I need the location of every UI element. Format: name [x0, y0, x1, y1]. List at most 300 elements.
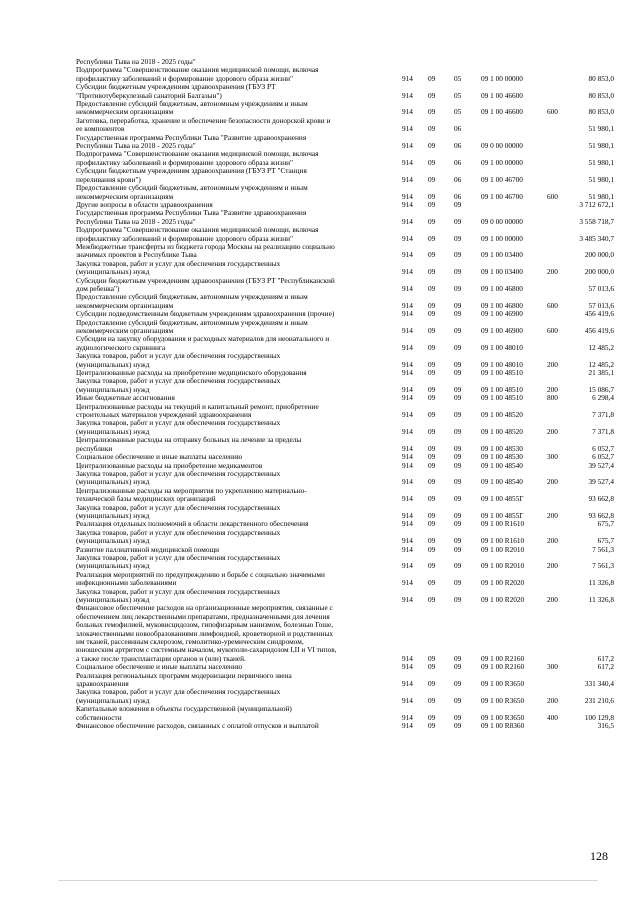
section-cell: 09 [428, 452, 436, 462]
target-article-cell: 09 1 00 48520 [481, 410, 523, 420]
grbs-cell: 914 [402, 393, 413, 403]
table-row [0, 226, 640, 243]
amount-cell: 39 527,4 [588, 477, 614, 487]
expense-name: Капитальные вложения в объекты государственной (муниципальной) собственности [76, 705, 292, 722]
grbs-cell: 914 [402, 250, 413, 260]
table-row [0, 184, 640, 201]
target-article-cell: 09 1 00 03400 [481, 250, 523, 260]
expense-name: Подпрограмма "Совершенствование оказания медицинской помощи, включая профилактику заболеваний и формирование здорового образа жизни" [76, 150, 319, 167]
table-row [0, 504, 640, 521]
grbs-cell: 914 [402, 384, 413, 394]
expense-type-cell: 600 [547, 191, 558, 201]
target-article-cell: 09 1 00 R3650 [481, 679, 525, 689]
target-article-cell: 09 1 00 48540 [481, 460, 523, 470]
expense-type-cell: 200 [547, 536, 558, 546]
subsection-cell: 05 [454, 107, 462, 117]
expense-type-cell: 300 [547, 452, 558, 462]
expense-name: Подпрограмма "Совершенствование оказания медицинской помощи, включая профилактику заболеваний и формирование здорового образа жизни" [76, 226, 319, 243]
expense-name: Государственная программа Республики Тыва "Развитие здравоохранения Республики Тыва на 2018 - 2025 годы" [76, 133, 307, 151]
table-row [0, 520, 640, 528]
target-article-cell: 09 1 00 46800 [481, 300, 523, 310]
amount-cell: 675,7 [597, 519, 614, 529]
amount-cell: 93 662,8 [588, 510, 614, 520]
section-cell: 09 [428, 191, 436, 201]
grbs-cell: 914 [402, 90, 413, 100]
grbs-cell: 914 [402, 309, 413, 319]
amount-cell: 57 013,6 [588, 300, 614, 310]
expense-type-cell: 200 [547, 384, 558, 394]
table-row [0, 672, 640, 689]
amount-cell: 331 340,4 [584, 679, 614, 689]
target-article-cell: 09 1 00 48510 [481, 393, 523, 403]
table-row [0, 293, 640, 310]
table-row [0, 571, 640, 588]
grbs-cell: 914 [402, 368, 413, 378]
subsection-cell: 09 [454, 283, 462, 293]
target-article-cell: 09 1 00 R1610 [481, 519, 525, 529]
subsection-cell: 09 [454, 544, 462, 554]
expense-name: Подпрограмма "Совершенствование оказания медицинской помощи, включая профилактику заболеваний и формирование здорового образа жизни" [76, 66, 319, 83]
amount-cell: 675,7 [597, 536, 614, 546]
section-cell: 09 [428, 300, 436, 310]
table-row [0, 470, 640, 487]
table-row [0, 487, 640, 504]
table-row [0, 134, 640, 151]
target-article-cell: 09 1 00 R2020 [481, 595, 525, 604]
amount-cell: 51 980,1 [588, 124, 614, 134]
subsection-cell: 09 [454, 578, 462, 588]
bottom-rule [58, 880, 598, 881]
grbs-cell: 914 [402, 300, 413, 310]
amount-cell: 3 558 718,7 [579, 216, 614, 226]
grbs-cell: 914 [402, 679, 413, 689]
table-row [0, 403, 640, 420]
grbs-cell: 914 [402, 510, 413, 520]
amount-cell: 12 485,2 [588, 342, 614, 352]
subsection-cell: 06 [454, 141, 462, 151]
expense-name: Реализация региональных программ модернизации первичного звена здравоохранения [76, 671, 292, 689]
expense-name: Закупка товаров, работ и услуг для обеспечения государственных (муниципальных) нужд [76, 503, 281, 520]
section-cell: 09 [428, 199, 436, 209]
grbs-cell: 914 [402, 452, 413, 462]
target-article-cell: 09 1 00 4855Г [481, 494, 524, 504]
subsection-cell: 09 [454, 267, 462, 277]
target-article-cell: 09 1 00 R2010 [481, 544, 525, 554]
section-cell: 09 [428, 174, 436, 184]
subsection-cell: 09 [454, 410, 462, 420]
table-row [0, 419, 640, 436]
target-article-cell: 09 1 00 R2010 [481, 561, 525, 571]
expense-name: Централизованные расходы на текущий и капитальный ремонт, приобретение строительных материалов учреждений здравоохранения [76, 402, 319, 420]
section-cell: 09 [428, 90, 436, 100]
grbs-cell: 914 [402, 712, 413, 722]
grbs-cell: 914 [402, 460, 413, 470]
amount-cell: 100 129,8 [584, 712, 614, 722]
section-cell: 09 [428, 477, 436, 487]
section-cell: 09 [428, 283, 436, 293]
amount-cell: 7 371,8 [592, 426, 614, 436]
grbs-cell: 914 [402, 73, 413, 83]
grbs-cell: 914 [402, 544, 413, 554]
table-row [0, 453, 640, 461]
expense-name: Другие вопросы в области здравоохранения [76, 200, 213, 209]
grbs-cell: 914 [402, 174, 413, 184]
expense-name: Закупка товаров, работ и услуг для обеспечения государственных (муниципальных) нужд [76, 528, 281, 546]
section-cell: 09 [428, 233, 436, 243]
budget-table [0, 58, 640, 731]
subsection-cell: 09 [454, 510, 462, 520]
grbs-cell: 914 [402, 578, 413, 588]
subsection-cell: 09 [454, 309, 462, 319]
expense-name: Субсидии подведомственным бюджетным учреждениям здравоохранения (прочие) [76, 310, 335, 319]
section-cell: 09 [428, 216, 436, 226]
subsection-cell: 06 [454, 124, 462, 134]
amount-cell: 11 326,8 [588, 578, 614, 588]
grbs-cell: 914 [402, 695, 413, 705]
section-cell: 09 [428, 267, 436, 277]
page-number: 128 [590, 849, 608, 863]
target-article-cell: 09 1 00 R2020 [481, 578, 525, 588]
expense-name: Централизованные расходы на отправку больных на лечение за пределы республики [76, 436, 302, 453]
target-article-cell: 09 0 00 00000 [481, 141, 523, 151]
grbs-cell: 914 [402, 233, 413, 243]
section-cell: 09 [428, 309, 436, 319]
amount-cell: 11 326,8 [588, 595, 614, 604]
grbs-cell: 914 [402, 653, 413, 663]
expense-name: Закупка товаров, работ и услуг для обеспечения государственных (муниципальных) нужд [76, 688, 281, 705]
grbs-cell: 914 [402, 326, 413, 335]
table-row [0, 394, 640, 402]
expense-name: Социальное обеспечение и иные выплаты населению [76, 663, 243, 672]
subsection-cell: 09 [454, 712, 462, 722]
expense-name: Закупка товаров, работ и услуг для обеспечения государственных (муниципальных) нужд [76, 553, 281, 571]
section-cell: 09 [428, 124, 436, 134]
section-cell: 09 [428, 342, 436, 352]
target-article-cell: 09 1 00 48510 [481, 368, 523, 378]
expense-name: Предоставление субсидий бюджетным, автономным учреждениям и иным некоммерческим организациям [76, 318, 308, 335]
subsection-cell: 09 [454, 216, 462, 226]
expense-name: Предоставление субсидий бюджетным, автономным учреждениям и иным некоммерческим организациям [76, 293, 308, 310]
expense-name: Закупка товаров, работ и услуг для обеспечения государственных (муниципальных) нужд [76, 377, 281, 394]
amount-cell: 7 561,3 [592, 544, 614, 554]
expense-type-cell: 600 [547, 326, 558, 335]
expense-type-cell: 800 [547, 393, 558, 403]
section-cell: 09 [428, 393, 436, 403]
expense-name: Субсидии бюджетным учреждениям здравоохранения (ГБУЗ РТ "Станция переливания крови") [76, 167, 307, 184]
section-cell: 09 [428, 510, 436, 520]
subsection-cell: 06 [454, 191, 462, 201]
expense-name: Социальное обеспечение и иные выплаты населению [76, 453, 243, 462]
subsection-cell: 09 [454, 233, 462, 243]
grbs-cell: 914 [402, 342, 413, 352]
subsection-cell: 09 [454, 393, 462, 403]
target-article-cell: 09 1 00 00000 [481, 233, 523, 243]
subsection-cell: 09 [454, 384, 462, 394]
expense-name: Субсидии бюджетным учреждениям здравоохранения (ГБУЗ РТ "Противотуберкулезный санаторий Балгазын") [76, 83, 276, 100]
expense-type-cell: 400 [547, 712, 558, 722]
subsection-cell: 06 [454, 174, 462, 184]
expense-type-cell: 200 [547, 359, 558, 369]
expense-name: Субсидия на закупку оборудования и расходных материалов для неонатального и аудиологического скрининга [76, 335, 330, 352]
section-cell: 09 [428, 410, 436, 420]
subsection-cell: 09 [454, 695, 462, 705]
amount-cell: 231 210,6 [584, 695, 614, 705]
target-article-cell: 09 1 00 R3650 [481, 712, 525, 722]
grbs-cell: 914 [402, 157, 413, 167]
expense-name: Закупка товаров, работ и услуг для обеспечения государственных (муниципальных) нужд [76, 469, 281, 487]
expense-name: Закупка товаров, работ и услуг для обеспечения государственных (муниципальных) нужд [76, 259, 281, 277]
expense-type-cell: 200 [547, 510, 558, 520]
amount-cell: 617,2 [597, 662, 614, 672]
subsection-cell: 09 [454, 653, 462, 663]
expense-name: Закупка товаров, работ и услуг для обеспечения государственных (муниципальных) нужд [76, 419, 281, 436]
amount-cell: 51 980,1 [588, 141, 614, 151]
section-cell: 09 [428, 250, 436, 260]
amount-cell: 456 419,6 [584, 326, 614, 335]
subsection-cell: 09 [454, 426, 462, 436]
section-cell: 09 [428, 653, 436, 663]
target-article-cell: 09 1 00 46900 [481, 309, 523, 319]
table-row [0, 377, 640, 394]
target-article-cell: 09 1 00 00000 [481, 73, 523, 83]
target-article-cell: 09 1 00 R2160 [481, 653, 525, 663]
expense-name: Централизованные расходы на приобретение медицинского оборудования [76, 369, 307, 378]
grbs-cell: 914 [402, 443, 413, 453]
subsection-cell: 09 [454, 300, 462, 310]
amount-cell: 51 980,1 [588, 191, 614, 201]
expense-name: Государственная программа Республики Тыва "Развитие здравоохранения Республики Тыва на 2018 - 2025 годы" [76, 209, 307, 226]
subsection-cell: 09 [454, 519, 462, 529]
section-cell: 09 [428, 426, 436, 436]
amount-cell: 6 052,7 [592, 452, 614, 462]
subsection-cell: 09 [454, 452, 462, 462]
section-cell: 09 [428, 384, 436, 394]
target-article-cell: 09 1 00 4855Г [481, 510, 524, 520]
grbs-cell: 914 [402, 494, 413, 504]
expense-name: Межбюджетные трансферты из бюджета города Москвы на реализацию социально значимых проектов в Республике Тыва [76, 242, 335, 260]
table-row [0, 243, 640, 260]
section-cell: 09 [428, 544, 436, 554]
amount-cell: 6 052,7 [592, 443, 614, 453]
subsection-cell: 09 [454, 368, 462, 378]
target-article-cell: 09 1 00 R2160 [481, 662, 525, 672]
amount-cell: 316,5 [597, 721, 614, 731]
subsection-cell: 05 [454, 73, 462, 83]
expense-name: Предоставление субсидий бюджетным, автономным учреждениям и иным некоммерческим организациям [76, 184, 308, 201]
grbs-cell: 914 [402, 216, 413, 226]
target-article-cell: 09 1 00 46600 [481, 107, 523, 117]
grbs-cell: 914 [402, 519, 413, 529]
subsection-cell: 09 [454, 342, 462, 352]
table-row [0, 436, 640, 453]
table-row [0, 663, 640, 671]
expense-name: Республики Тыва на 2018 - 2025 годы" [76, 58, 196, 66]
expense-type-cell: 600 [547, 107, 558, 117]
expense-name: Закупка товаров, работ и услуг для обеспечения государственных (муниципальных) нужд [76, 587, 281, 604]
expense-type-cell: 200 [547, 426, 558, 436]
amount-cell: 51 980,1 [588, 174, 614, 184]
table-row [0, 352, 640, 369]
grbs-cell: 914 [402, 267, 413, 277]
expense-type-cell: 200 [547, 477, 558, 487]
amount-cell: 57 013,6 [588, 283, 614, 293]
expense-type-cell: 200 [547, 561, 558, 571]
grbs-cell: 914 [402, 107, 413, 117]
target-article-cell: 09 1 00 R8360 [481, 721, 525, 731]
section-cell: 09 [428, 368, 436, 378]
section-cell: 09 [428, 73, 436, 83]
table-row [0, 688, 640, 705]
amount-cell: 80 853,0 [588, 107, 614, 117]
amount-cell: 617,2 [597, 653, 614, 663]
section-cell: 09 [428, 662, 436, 672]
subsection-cell: 09 [454, 679, 462, 689]
target-article-cell: 09 1 00 46700 [481, 174, 523, 184]
expense-name: Централизованные расходы на мероприятия по укреплению материально- технической базы медицинских организаций [76, 486, 307, 504]
amount-cell: 15 086,7 [588, 384, 614, 394]
expense-name: Финансовое обеспечение расходов на организационные мероприятия, связанные с обеспечением лиц лекарственными препаратами, предназначенными для лечения больных гемофилией, муковисцидозом, гипофизарным нанизмом, болезнью Гоше, злокачественными новообразованиями лимфоидной, кроветворной и родственных им тканей, рассеянным склерозом, гемолитико-уремическим синдромом, юношеским артритом с системным началом, мукополи-сахаридозом I,II и VI типов, а также после трансплантации органов и (или) тканей. [76, 604, 337, 663]
grbs-cell: 914 [402, 124, 413, 134]
grbs-cell: 914 [402, 477, 413, 487]
amount-cell: 80 853,0 [588, 90, 614, 100]
expense-name: Иные бюджетные ассигнования [76, 394, 175, 403]
expense-type-cell: 600 [547, 300, 558, 310]
expense-name: Предоставление субсидий бюджетным, автономным учреждениям и иным некоммерческим организациям [76, 100, 308, 117]
table-row [0, 167, 640, 184]
table-row [0, 546, 640, 554]
section-cell: 09 [428, 578, 436, 588]
section-cell: 09 [428, 443, 436, 453]
section-cell: 09 [428, 326, 436, 335]
target-article-cell: 09 1 00 R1610 [481, 536, 525, 546]
section-cell: 09 [428, 679, 436, 689]
amount-cell: 3 485 340,7 [579, 233, 614, 243]
amount-cell: 7 371,8 [592, 410, 614, 420]
table-row [0, 83, 640, 100]
table-row [0, 209, 640, 226]
target-article-cell: 09 1 00 48010 [481, 359, 523, 369]
target-article-cell: 09 0 00 00000 [481, 216, 523, 226]
grbs-cell: 914 [402, 191, 413, 201]
subsection-cell: 09 [454, 662, 462, 672]
table-row [0, 604, 640, 663]
target-article-cell: 09 1 00 48530 [481, 452, 523, 462]
subsection-cell: 09 [454, 595, 462, 604]
section-cell: 09 [428, 721, 436, 731]
amount-cell: 12 485,2 [588, 359, 614, 369]
grbs-cell: 914 [402, 662, 413, 672]
table-row [0, 462, 640, 470]
expense-type-cell: 200 [547, 595, 558, 604]
section-cell: 09 [428, 494, 436, 504]
table-row [0, 529, 640, 546]
amount-cell: 200 000,0 [584, 250, 614, 260]
section-cell: 09 [428, 695, 436, 705]
amount-cell: 51 980,1 [588, 157, 614, 167]
expense-type-cell: 200 [547, 695, 558, 705]
section-cell: 09 [428, 561, 436, 571]
target-article-cell: 09 1 00 46800 [481, 283, 523, 293]
table-row [0, 58, 640, 66]
amount-cell: 93 662,8 [588, 494, 614, 504]
expense-name: Реализация мероприятий по предупреждению и борьбе с социально значимыми инфекционными заболеваниями [76, 570, 325, 588]
amount-cell: 456 419,6 [584, 309, 614, 319]
table-row [0, 277, 640, 294]
target-article-cell: 09 1 00 48530 [481, 443, 523, 453]
amount-cell: 80 853,0 [588, 73, 614, 83]
expense-name: Заготовка, переработка, хранение и обеспечение безопасности донорской крови и ее компонентов [76, 116, 331, 134]
target-article-cell: 09 1 00 48540 [481, 477, 523, 487]
table-row [0, 310, 640, 318]
section-cell: 09 [428, 460, 436, 470]
amount-cell: 21 385,1 [588, 368, 614, 378]
grbs-cell: 914 [402, 141, 413, 151]
target-article-cell: 09 1 00 46900 [481, 326, 523, 335]
grbs-cell: 914 [402, 721, 413, 731]
expense-name: Субсидии бюджетным учреждениям здравоохранения (ГБУЗ РТ "Республиканский дом ребенка") [76, 276, 335, 293]
table-row [0, 722, 640, 730]
amount-cell: 3 712 672,1 [579, 199, 614, 209]
grbs-cell: 914 [402, 595, 413, 604]
grbs-cell: 914 [402, 561, 413, 571]
target-article-cell: 09 1 00 48520 [481, 426, 523, 436]
expense-name: Развитие паллиативной медицинской помощи [76, 545, 220, 554]
section-cell: 09 [428, 595, 436, 604]
table-row [0, 588, 640, 605]
grbs-cell: 914 [402, 410, 413, 420]
target-article-cell: 09 1 00 R3650 [481, 695, 525, 705]
expense-name: Реализация отдельных полномочий в области лекарственного обеспечения [76, 520, 309, 529]
grbs-cell: 914 [402, 283, 413, 293]
section-cell: 09 [428, 157, 436, 167]
subsection-cell: 09 [454, 250, 462, 260]
subsection-cell: 09 [454, 460, 462, 470]
grbs-cell: 914 [402, 426, 413, 436]
table-row [0, 335, 640, 352]
expense-type-cell: 300 [547, 662, 558, 672]
amount-cell: 200 000,0 [584, 267, 614, 277]
table-row [0, 705, 640, 722]
subsection-cell: 09 [454, 359, 462, 369]
target-article-cell: 09 1 00 00000 [481, 157, 523, 167]
subsection-cell: 09 [454, 477, 462, 487]
table-row [0, 100, 640, 117]
section-cell: 09 [428, 536, 436, 546]
target-article-cell: 09 1 00 48510 [481, 384, 523, 394]
subsection-cell: 06 [454, 157, 462, 167]
table-row [0, 554, 640, 571]
amount-cell: 39 527,4 [588, 460, 614, 470]
expense-name: Закупка товаров, работ и услуг для обеспечения государственных (муниципальных) нужд [76, 352, 281, 369]
grbs-cell: 914 [402, 359, 413, 369]
subsection-cell: 09 [454, 536, 462, 546]
target-article-cell: 09 1 00 46700 [481, 191, 523, 201]
amount-cell: 6 298,4 [592, 393, 614, 403]
expense-name: Централизованные расходы на приобретение медикаментов [76, 461, 263, 470]
subsection-cell: 09 [454, 494, 462, 504]
section-cell: 09 [428, 712, 436, 722]
target-article-cell: 09 1 00 48010 [481, 342, 523, 352]
table-row [0, 117, 640, 134]
table-row [0, 150, 640, 167]
table-row [0, 319, 640, 336]
section-cell: 09 [428, 107, 436, 117]
subsection-cell: 09 [454, 443, 462, 453]
subsection-cell: 09 [454, 721, 462, 731]
table-row [0, 201, 640, 209]
table-row [0, 369, 640, 377]
section-cell: 09 [428, 519, 436, 529]
